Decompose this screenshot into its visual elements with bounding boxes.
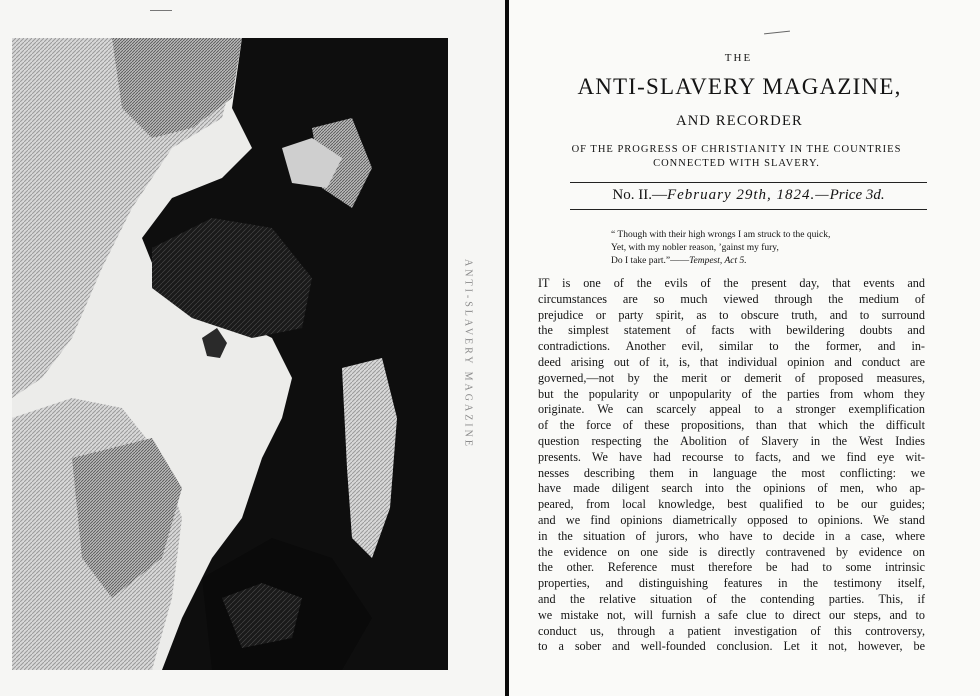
article-line: properties, and distinguishing features in the testimony itself, [538, 576, 925, 591]
magazine-subtitle: AND RECORDER [676, 113, 803, 129]
masthead-the: THE [724, 52, 753, 64]
description-line-2: CONNECTED WITH SLAVERY. [653, 158, 820, 169]
article-line: contradictions. Another evil, similar to the former, and in- [538, 339, 925, 354]
masthead [509, 52, 980, 171]
article-line: we mistake not, will furnish a safe clue to direct our steps, and to [538, 607, 925, 622]
right-page [509, 0, 980, 696]
magazine-description [493, 143, 980, 171]
scan-mark [150, 10, 172, 11]
issue-line [570, 182, 927, 210]
article-line: of the force of these propositions, than that which the difficult [538, 418, 925, 433]
scan-mark-top [764, 31, 790, 35]
article-line: circumstances are so much viewed through the medium of [538, 291, 925, 306]
article-line: conduct us, through a patient investigation of this controversy, [538, 623, 925, 638]
article-line: question respecting the Abolition of Slavery in the West Indies [538, 433, 925, 448]
article-line: originate. We can scarcely appeal to a stronger exemplification [538, 402, 925, 417]
article-line: nesses describing them in language the most conflicting: we [538, 465, 925, 480]
article-line: in the situation of jurors, who have to decide in a case, where [538, 528, 925, 543]
article-line: and we find opinions diametrically opposed to opinions. We stand [538, 512, 925, 527]
issue-price: Price 3d. [829, 187, 885, 203]
plate-caption-text: ANTI-SLAVERY MAGAZINE [462, 259, 474, 449]
article-line: and the relative situation of the contending parties. This, if [538, 591, 925, 606]
article-line: governed,—not by the merit or demerit of proposed measures, [538, 370, 925, 385]
article-body [538, 276, 925, 655]
article-line: to a sober and well-founded conclusion. Let it not, however, be [538, 639, 925, 654]
article-line: the simplest statement of facts with bewildering doubts and [538, 323, 925, 338]
article-line: deed arising out of it, is, that individual opinion and conduct are [538, 354, 925, 369]
article-line: the evidence on one side is directly contravened by evidence on [538, 544, 925, 559]
landscape-engraving [12, 38, 448, 670]
article-line: have made diligent search into the opinions of men, who ap- [538, 481, 925, 496]
epigraph-line-2: Yet, with my nobler reason, ’gainst my fury, [611, 243, 779, 253]
epigraph-line-3: Do I take part.”—— [611, 256, 690, 266]
issue-date: February 29th, 1824.— [666, 187, 830, 203]
engraving-plate [12, 38, 448, 670]
article-line: IT is one of the evils of the present day, that events and [538, 276, 925, 290]
article-line: peared, from local knowledge, best qualified to be our guides; [538, 497, 925, 512]
epigraph-citation: Tempest, Act 5. [689, 256, 747, 266]
article-line: but the popularity or unpopularity of the parties from whom they [538, 386, 925, 401]
plate-caption [448, 40, 488, 668]
article-line: the other. Reference must therefore be had to some intrinsic [538, 560, 925, 575]
issue-number: No. II.— [612, 187, 667, 203]
magazine-title: ANTI-SLAVERY MAGAZINE, [577, 74, 902, 99]
epigraph [611, 229, 931, 268]
article-line: presents. We have had recourse to facts, and we find eye wit- [538, 449, 925, 464]
article-line: prejudice or party spirit, as to obscure truth, and to surround [538, 307, 925, 322]
epigraph-line-1: “ Though with their high wrongs I am struck to the quick, [611, 230, 831, 240]
description-line-1: OF THE PROGRESS OF CHRISTIANITY IN THE COUNTRIES [571, 144, 902, 155]
